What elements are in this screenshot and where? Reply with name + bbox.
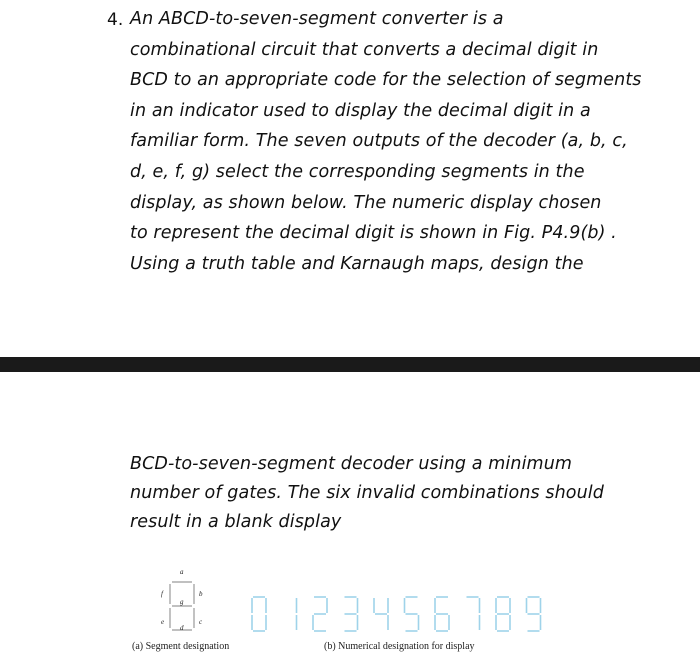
display-digit-0 [252, 597, 266, 631]
text-line: d, e, f, g) select the corresponding segments in the [130, 162, 585, 182]
display-digit-2 [313, 597, 327, 631]
text-line: BCD-to-seven-segment decoder using a minimum [130, 454, 573, 474]
display-digit-7 [467, 597, 480, 630]
text-line: result in a blank display [130, 512, 342, 532]
display-digit-8 [496, 597, 510, 631]
text-line: display, as shown below. The numeric display chosen [130, 192, 602, 213]
display-digit-4 [374, 598, 388, 630]
caption-b: (b) Numerical designation for display [324, 641, 475, 652]
bottom-panel [0, 372, 700, 665]
segment-label-c: c [199, 618, 203, 626]
problem-number: 4. [107, 10, 124, 30]
display-digit-5 [405, 597, 419, 631]
display-digit-9 [527, 597, 541, 631]
text-line: An ABCD-to-seven-segment converter is a [130, 9, 504, 29]
segment-label-f: f [161, 590, 163, 598]
numerical-designation-figure [248, 594, 554, 634]
segment-label-d: d [180, 624, 184, 632]
display-digit-3 [345, 597, 358, 631]
text-line: in an indicator used to display the decimal digit in a [130, 100, 591, 121]
text-line: combinational circuit that converts a decimal digit in [130, 39, 599, 60]
text-line: Using a truth table and Karnaugh maps, design the [130, 253, 584, 274]
display-digit-6 [435, 597, 449, 631]
text-line: number of gates. The six invalid combinations should [130, 483, 604, 503]
text-line: familiar form. The seven outputs of the decoder (a, b, c, [130, 131, 628, 152]
caption-a: (a) Segment designation [132, 641, 230, 652]
page-separator [0, 357, 700, 372]
segment-label-e: e [161, 618, 165, 626]
segment-label-b: b [199, 590, 203, 598]
segment-label-a: a [180, 568, 184, 576]
text-line: BCD to an appropriate code for the selection of segments [130, 70, 642, 91]
segment-designation-figure [158, 568, 218, 640]
text-line: to represent the decimal digit is shown in Fig. P4.9(b) . [130, 223, 617, 244]
segment-label-g: g [180, 598, 184, 606]
